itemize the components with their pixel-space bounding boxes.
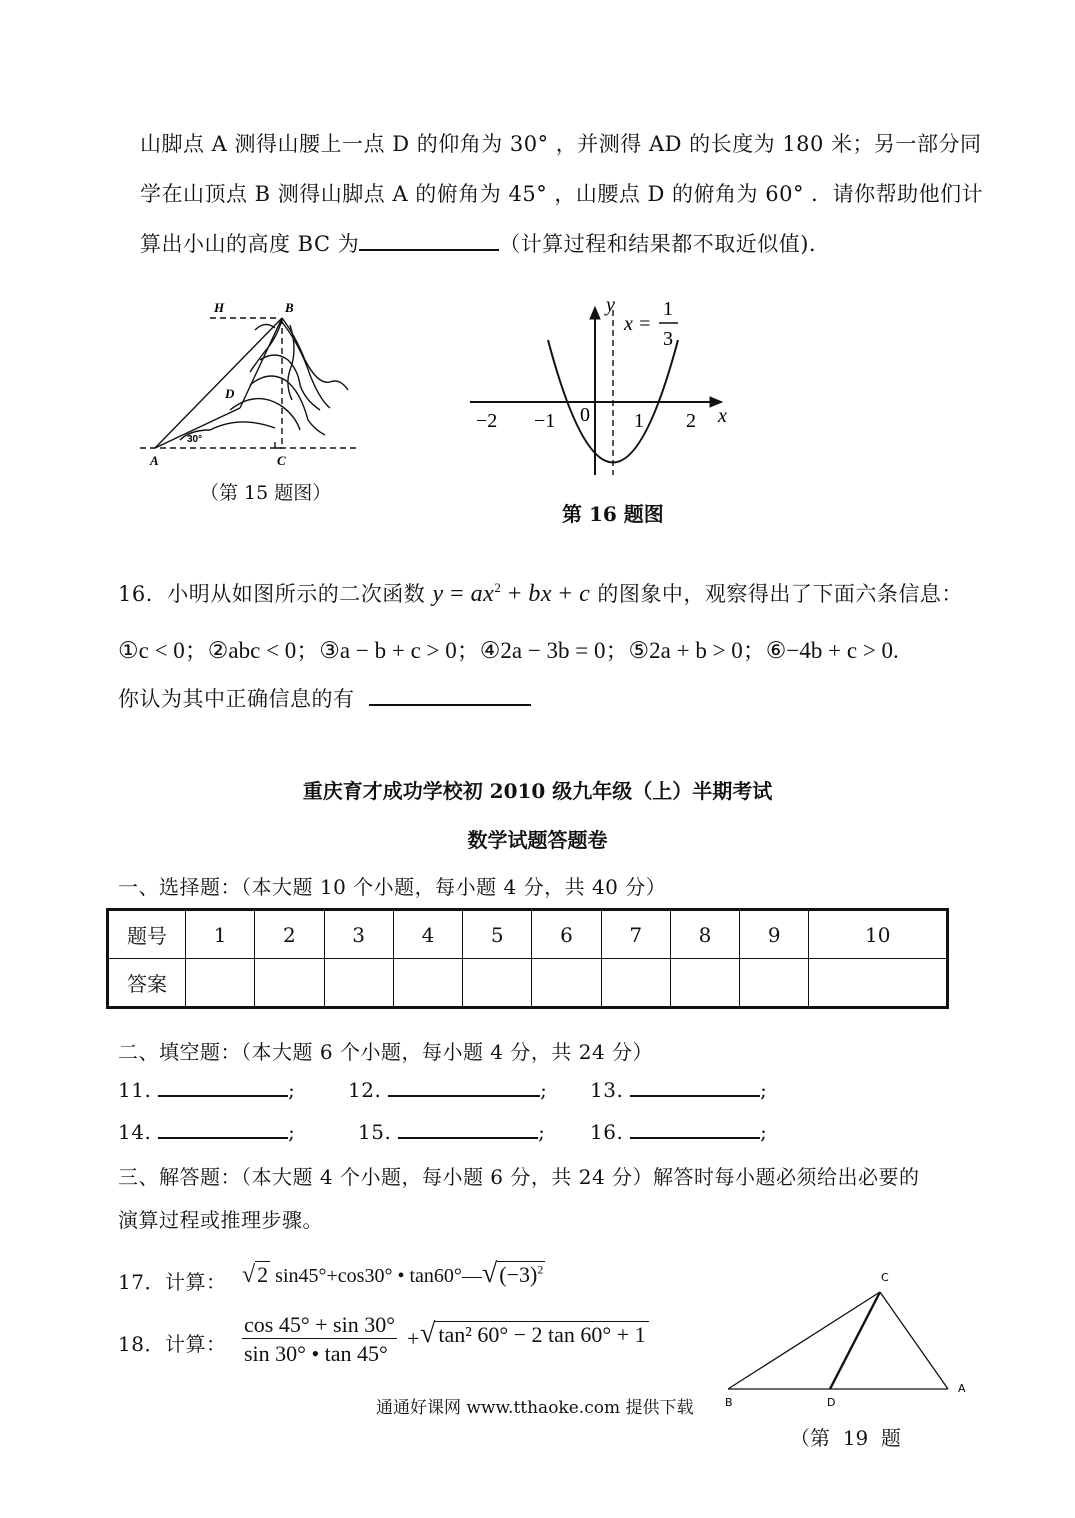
fig19-label-a: A	[958, 1382, 966, 1395]
table-cell-number: 3	[324, 910, 393, 959]
figure-19-caption: （第 19 题	[790, 1426, 901, 1450]
fig16-axis-eq-lhs: x =	[624, 313, 652, 335]
q17-root-exponent: 2	[537, 1262, 544, 1277]
fill-blank-line[interactable]	[398, 1119, 538, 1139]
q18-root-term: √ tan² 60° − 2 tan 60° + 1	[420, 1318, 649, 1350]
table-cell-number: 4	[393, 910, 462, 959]
fig15-label-a: A	[150, 453, 159, 468]
fill-blank-line[interactable]	[158, 1077, 288, 1097]
fill-blank-separator: ;	[288, 1078, 296, 1102]
fig19-label-c: C	[881, 1271, 889, 1284]
answer-cell-2[interactable]	[255, 959, 324, 1008]
fig15-label-h: H	[214, 300, 225, 315]
q18-numerator: cos 45° + sin 30°	[244, 1312, 396, 1337]
fill-blank-label: 14.	[118, 1120, 152, 1144]
answer-cell-6[interactable]	[532, 959, 601, 1008]
q16-statements: ①c < 0；②abc < 0；③a − b + c > 0；④2a − 3b = 0；⑤2a + b > 0；⑥−4b + c > 0.	[118, 638, 899, 663]
fill-blank-label: 12.	[348, 1078, 382, 1102]
fill-blank-line[interactable]	[158, 1119, 288, 1139]
section-2-heading: 二、填空题：（本大题 6 个小题，每小题 4 分，共 24 分）	[118, 1040, 654, 1064]
fill-blank-label: 15.	[358, 1120, 392, 1144]
table-cell-number: 2	[255, 910, 324, 959]
multiple-choice-table	[106, 908, 949, 1009]
fill-blank-11	[118, 1077, 295, 1102]
section-3-heading-1: 三、解答题：（本大题 4 个小题，每小题 6 分，共 24 分）解答时每小题必须给出必要的	[118, 1165, 920, 1189]
fill-blank-separator: ;	[288, 1120, 296, 1144]
fill-blank-line[interactable]	[630, 1119, 760, 1139]
table-row-numbers	[108, 910, 948, 959]
answer-cell-3[interactable]	[324, 959, 393, 1008]
fill-blank-label: 13.	[590, 1078, 624, 1102]
q17-trig-terms: sin45°+cos30° • tan60°—	[270, 1265, 482, 1287]
q16-number: 16.	[118, 582, 153, 606]
table-cell-number: 6	[532, 910, 601, 959]
q18-fraction	[242, 1312, 397, 1367]
fig15-label-d: D	[225, 386, 235, 401]
fill-blank-line[interactable]	[388, 1077, 540, 1097]
fig16-tick-2: 2	[686, 410, 696, 432]
table-cell-number: 8	[670, 910, 739, 959]
fill-blank-separator: ;	[760, 1120, 768, 1144]
q16-answer-blank	[369, 686, 531, 706]
fill-blank-15	[358, 1119, 545, 1144]
fig19-label-b: B	[725, 1396, 733, 1409]
fig16-tick-1: 1	[634, 410, 644, 432]
table-cell-number: 9	[740, 910, 809, 959]
fig16-axis-eq-num: 1	[663, 298, 673, 320]
table-cell-number: 1	[186, 910, 255, 959]
fig16-y-label: y	[606, 294, 615, 316]
q16-text-post: 的图象中，观察得出了下面六条信息：	[597, 582, 963, 606]
table-cell-number: 7	[601, 910, 670, 959]
answer-cell-10[interactable]	[809, 959, 948, 1008]
q15-line-2: 学在山顶点 B 测得山脚点 A 的俯角为 45° ，山腰点 D 的俯角为 60° ．请你帮助他们计	[140, 182, 984, 206]
answer-sheet-title: 重庆育才成功学校初 2010 级九年级（上）半期考试	[302, 779, 773, 803]
q17-label: 17．计算：	[118, 1270, 227, 1294]
figure-16-parabola	[460, 285, 740, 480]
q17-root-base: (−3)	[499, 1262, 538, 1287]
fill-blank-16	[590, 1119, 767, 1144]
fig15-angle-label: 30°	[187, 434, 203, 445]
fig16-tick-0: 0	[580, 404, 590, 426]
q17-radicand: 2	[257, 1262, 269, 1287]
answer-cell-4[interactable]	[393, 959, 462, 1008]
footer-download-note: 通通好课网 www.tthaoke.com 提供下载	[376, 1398, 694, 1418]
fill-blank-separator: ;	[540, 1078, 548, 1102]
q16-line-3	[118, 683, 531, 713]
fill-blank-separator: ;	[760, 1078, 768, 1102]
fill-blank-label: 11.	[118, 1078, 152, 1102]
q16-question: 你认为其中正确信息的有	[118, 687, 355, 711]
fig16-x-label: x	[718, 405, 727, 427]
fill-blank-label: 16.	[590, 1120, 624, 1144]
q15-line-3-text: 算出小山的高度 BC 为	[140, 232, 360, 256]
q15-line-1: 山脚点 A 测得山腰上一点 D 的仰角为 30° ，并测得 AD 的长度为 180 米；另一部分同	[140, 132, 982, 156]
q16-function-formula: $y = ax^2$ + bx + c	[432, 580, 591, 607]
q18-plus: +	[407, 1326, 420, 1351]
fill-blank-13	[590, 1077, 767, 1102]
q18-denominator: sin 30° • tan 45°	[244, 1341, 388, 1366]
answer-cell-8[interactable]	[670, 959, 739, 1008]
q17-root-content	[497, 1261, 545, 1287]
table-cell-label: 题号	[108, 910, 186, 959]
fill-blank-12	[348, 1077, 547, 1102]
fig19-label-d: D	[827, 1396, 836, 1409]
figure-15-caption: （第 15 题图）	[200, 482, 332, 504]
answer-cell-5[interactable]	[463, 959, 532, 1008]
figure-16-caption: 第 16 题图	[562, 502, 664, 526]
figure-15-mountain	[130, 290, 370, 475]
answer-cell-1[interactable]	[186, 959, 255, 1008]
fig16-tick-neg1: −1	[534, 410, 556, 432]
q15-answer-blank	[359, 231, 499, 251]
fig15-label-c: C	[277, 453, 286, 468]
fig16-tick-neg2: −2	[476, 410, 498, 432]
table-cell-number: 5	[463, 910, 532, 959]
q18-label: 18．计算：	[118, 1332, 227, 1356]
fill-blank-separator: ;	[538, 1120, 546, 1144]
figure-19-triangle	[718, 1268, 978, 1418]
section-3-heading-2: 演算过程或推理步骤。	[118, 1208, 323, 1232]
fig16-axis-eq-den: 3	[663, 328, 673, 350]
answer-cell-7[interactable]	[601, 959, 670, 1008]
table-cell-number: 10	[809, 910, 948, 959]
q18-radicand: tan² 60° − 2 tan 60° + 1	[435, 1321, 648, 1347]
table-row-answers	[108, 959, 948, 1008]
answer-sheet-subtitle: 数学试题答题卷	[467, 828, 608, 852]
q16-text-pre: 小明从如图所示的二次函数	[167, 582, 426, 606]
q15-line-3-tail: （计算过程和结果都不取近似值)．	[499, 232, 831, 256]
table-cell-label: 答案	[108, 959, 186, 1008]
q16-line-1	[118, 578, 963, 608]
q17-expression: √2 sin45°+cos30° • $\tan 60^\circ—√(-3)^2$	[242, 1258, 544, 1289]
fill-blank-14	[118, 1119, 295, 1144]
section-1-heading: 一、选择题：（本大题 10 个小题，每小题 4 分，共 40 分）	[118, 875, 667, 899]
q15-line-3	[140, 228, 830, 258]
fig15-label-b: B	[285, 300, 294, 315]
fill-blank-line[interactable]	[630, 1077, 760, 1097]
answer-cell-9[interactable]	[740, 959, 809, 1008]
